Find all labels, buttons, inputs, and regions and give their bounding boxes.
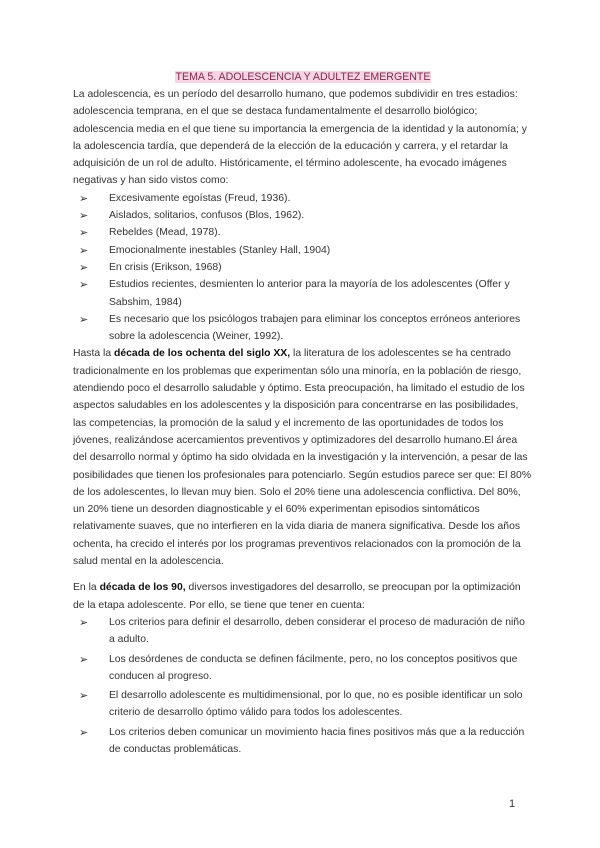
arrow-bullet-icon: ➢ [79,652,89,666]
arrow-bullet-icon: ➢ [79,209,89,223]
list-item-text: Los criterios deben comunicar un movimiento hacia fines positivos más que a la reducción de conductas problemáticas. [109,726,525,755]
list-item [73,687,533,722]
list-item [73,259,533,276]
arrow-bullet-icon: ➢ [79,243,89,257]
arrow-bullet-icon: ➢ [79,725,89,739]
list-item-text: Los desórdenes de conducta se definen fácilmente, pero, no los conceptos positivos que conducen al progreso. [109,653,518,682]
paragraph-bold: década de los 90, [99,582,186,594]
paragraph-body: la literatura de los adolescentes se ha centrado tradicionalmente en los problemas que experimentan sólo una minoría, en la población de riesgo, atendiendo poco el desarrollo saludable y óptimo. Esta preocupación, ha limitado el estudio de los aspectos saludables en los adolescentes y la disposición para concentrarse en las posibilidades, las competencias, la promoción de la salud y el incremento de las oportunidades de todos los jóvenes, realizándose acercamientos preventivos y optimizadores del desarrollo humano.El área del desarrollo normal y óptimo ha sido olvidada en la investigación y la intervención, a pesar de las posibilidades que tienen los profesionales para potenciarlo. Según estudios parece ser que: El 80% de los adolescentes, lo llevan muy bien. Solo el 20% tiene una adolescencia conflictiva. Del 80%, un 20% tiene un desorden diagnosticable y el 60% experimentan episodios sintomáticos relativamente suaves, que no interfieren en la vida diaria de manera significativa. Desde los años ochenta, ha crecido el interés por los programas preventivos relacionados con la promoción de la salud mental en la adolescencia. [73,348,532,568]
arrow-bullet-icon: ➢ [79,689,89,703]
arrow-bullet-icon: ➢ [79,615,89,629]
paragraph-bold: década de los ochenta del siglo XX, [114,348,291,360]
paragraph-body: diversos investigadores del desarrollo, se preocupan por la optimización de la etapa adolescente. Por ello, se tiene que tener en cuenta: [73,582,521,611]
paragraph-eighties [73,345,533,570]
paragraph-gap [73,570,533,579]
list-item-text: Es necesario que los psicólogos trabajen para eliminar los conceptos erróneos anteriores sobre la adolescencia (Weiner, 1992). [109,313,521,343]
list-item-text: Estudios recientes, desmienten lo anterior para la mayoría de los adolescentes (Offer y Sabshim, 1984) [109,279,510,308]
arrow-bullet-icon: ➢ [79,260,89,274]
list-item [73,311,533,346]
list-item [73,224,533,241]
list-item-text: Los criterios para definir el desarrollo, deben considerar el proceso de maduración de niño a adulto. [109,616,525,646]
arrow-bullet-icon: ➢ [79,312,89,326]
arrow-bullet-icon: ➢ [79,226,89,240]
document-page [73,70,533,760]
paragraph-prefix: Hasta la [73,348,115,360]
list-item-text: Emocionalmente inestables (Stanley Hall, 1904) [109,244,331,256]
intro-paragraph: La adolescencia, es un período del desarrollo humano, que podemos subdividir en tres estadios: adolescencia temprana, en el que se destaca fundamentalmente el desarrollo biológico; adolescencia media en el que tiene su importancia la emergencia de la identidad y la autonomía; y la adolescencia tardía, que dependerá de la elección de la educación y carrera, y el retardar la adquisición de un rol de adulto. Históricamente, el término adolescente, ha evocado imágenes negativas y han sido vistos como: [73,89,528,187]
list-item [73,242,533,259]
bullet-list-views [73,190,533,346]
list-item [73,651,533,686]
list-item-text: Rebeldes (Mead, 1978). [109,227,221,239]
page-number: 1 [509,798,516,810]
arrow-bullet-icon: ➢ [79,278,89,292]
paragraph-prefix: En la [73,582,100,594]
list-item [73,207,533,224]
list-item-text: Aislados, solitarios, confusos (Blos, 1962). [109,210,305,222]
title-highlight: TEMA 5. ADOLESCENCIA Y ADULTEZ EMERGENTE [175,71,431,83]
bullet-list-criteria [73,614,533,758]
list-item [73,190,533,207]
paragraph-nineties [73,579,533,614]
list-item [73,276,533,311]
list-item [73,724,533,759]
list-item [73,614,533,649]
list-item-text: El desarrollo adolescente es multidimensional, por lo que, no es posible identificar un solo criterio de desarrollo óptimo válido para todos los adolescentes. [109,690,523,719]
arrow-bullet-icon: ➢ [79,191,89,205]
list-item-text: En crisis (Erikson, 1968) [109,261,222,273]
list-item-text: Excesivamente egoístas (Freud, 1936). [109,192,291,204]
page-title [73,70,533,85]
